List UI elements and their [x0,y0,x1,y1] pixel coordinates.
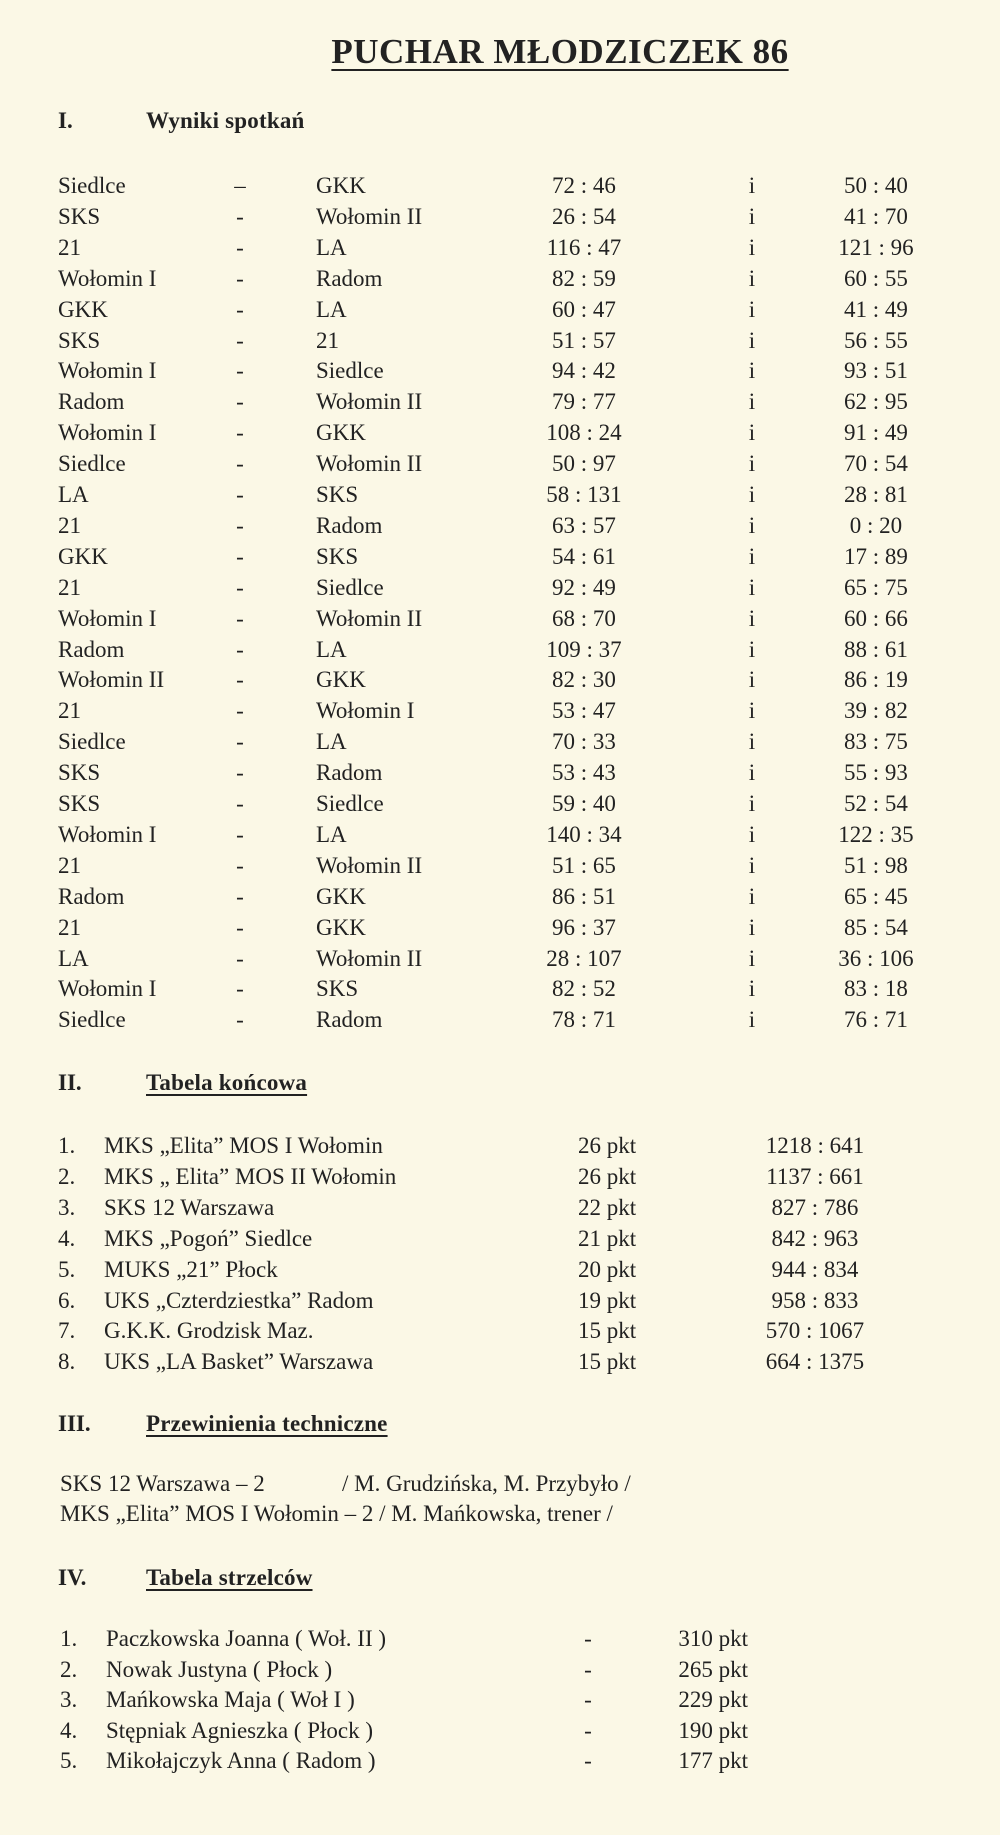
away-team: Radom [316,760,383,786]
conjunction-i: i [748,791,756,816]
second-match-score: 65 : 75 [844,574,908,600]
points: 265 pkt [678,1656,748,1682]
points: 190 pkt [678,1717,748,1743]
points: 229 pkt [678,1687,748,1712]
result-row [0,541,1000,572]
basket-balance: 827 : 786 [771,1194,859,1220]
second-match-score: 83 : 75 [844,729,908,755]
first-match-score: 82 : 52 [552,976,616,1002]
away-team: SKS [316,543,359,569]
first-match-score: 58 : 131 [546,482,622,507]
home-team: 21 [58,512,81,538]
second-match-score: 60 : 55 [844,265,908,291]
second-match-score: 85 : 54 [844,914,908,940]
first-match-score: 60 : 47 [552,296,616,322]
conjunction-i: i [748,482,756,507]
first-match-score: 86 : 51 [552,883,616,909]
first-match-score: 72 : 46 [552,173,616,198]
second-match-score: 28 : 81 [844,482,908,507]
section-title: Przewinienia techniczne [146,1411,388,1436]
basket-balance: 1137 : 661 [766,1163,864,1189]
team-name: MKS „Elita” MOS I Wołomin [104,1133,383,1158]
standings-row [0,1254,1000,1285]
away-team: Wołomin II [316,605,423,631]
conjunction-i: i [748,296,756,322]
result-row [0,201,1000,232]
rank: 8. [58,1349,76,1375]
away-team: Radom [316,512,383,538]
points: 19 pkt [578,1287,637,1313]
conjunction-i: i [748,945,756,971]
result-row [0,572,1000,603]
conjunction-i: i [748,636,756,662]
first-match-score: 116 : 47 [546,234,622,260]
away-team: Wołomin I [316,698,415,724]
player-name: Stępniak Agnieszka ( Płock ) [106,1717,374,1743]
home-team: GKK [58,296,108,322]
conjunction-i: i [748,667,756,693]
standings-row [0,1223,1000,1254]
second-match-score: 41 : 70 [844,203,908,229]
team-name: MKS „ Elita” MOS II Wołomin [104,1163,397,1189]
first-match-score: 92 : 49 [552,574,616,600]
separator-dash: - [236,389,244,415]
separator-dash: - [236,358,244,384]
away-team: 21 [316,327,339,353]
basket-balance: 944 : 834 [771,1256,859,1282]
separator-dash: - [584,1748,592,1773]
conjunction-i: i [748,852,756,878]
home-team: LA [58,945,89,971]
separator-dash: - [584,1687,592,1712]
separator-dash: - [236,760,244,786]
result-row [0,850,1000,881]
separator-dash: - [236,883,244,909]
separator-dash: - [584,1717,592,1743]
team-name: MKS „Pogoń” Siedlce [104,1225,313,1251]
second-match-score: 36 : 106 [838,945,914,971]
points: 22 pkt [578,1194,637,1220]
second-match-score: 83 : 18 [844,976,908,1002]
home-team: SKS [58,760,101,786]
result-row [0,325,1000,356]
home-team: 21 [58,574,81,600]
home-team: Radom [58,389,125,415]
home-team: SKS [58,791,101,816]
rank: 5. [58,1256,76,1282]
home-team: Siedlce [58,451,126,477]
standings-row [0,1346,1000,1377]
first-match-score: 51 : 65 [552,852,616,878]
team-name: UKS „LA Basket” Warszawa [104,1349,374,1375]
conjunction-i: i [748,420,756,446]
second-match-score: 93 : 51 [844,358,908,384]
separator-dash: - [236,296,244,322]
separator-dash: - [236,451,244,477]
result-row [0,263,1000,294]
team-name: UKS „Czterdziestka” Radom [104,1287,374,1313]
separator-dash: - [236,327,244,353]
conjunction-i: i [748,389,756,415]
first-match-score: 53 : 47 [552,698,616,724]
points: 21 pkt [578,1225,637,1251]
rank: 4. [58,1225,76,1251]
separator-dash: - [584,1656,592,1682]
first-match-score: 140 : 34 [546,821,622,847]
result-row [0,510,1000,541]
away-team: Radom [316,265,383,291]
scorer-row [0,1745,1000,1776]
document-title-text: PUCHAR MŁODZICZEK 86 [331,32,789,71]
section-number: II. [58,1070,82,1095]
result-row [0,912,1000,943]
separator-dash: - [236,791,244,816]
separator-dash: - [236,265,244,291]
first-match-score: 28 : 107 [546,945,622,971]
second-match-score: 0 : 20 [849,512,903,538]
result-row [0,355,1000,386]
separator-dash: - [236,821,244,847]
separator-dash: - [236,852,244,878]
rank: 7. [58,1318,76,1344]
home-team: GKK [58,543,108,569]
result-row [0,479,1000,510]
standings-row [0,1130,1000,1161]
conjunction-i: i [748,543,756,569]
second-match-score: 86 : 19 [844,667,908,693]
away-team: LA [316,821,347,847]
first-match-score: 82 : 59 [552,265,616,291]
first-match-score: 78 : 71 [552,1007,616,1033]
home-team: Wołomin I [58,358,157,384]
away-team: Wołomin II [316,389,423,415]
basket-balance: 570 : 1067 [765,1318,865,1344]
result-row [0,170,1000,201]
result-row [0,294,1000,325]
second-match-score: 122 : 35 [838,821,914,847]
conjunction-i: i [748,1007,756,1033]
basket-balance: 842 : 963 [771,1225,859,1251]
first-match-score: 70 : 33 [552,729,616,755]
home-team: 21 [58,852,81,878]
conjunction-i: i [748,203,756,229]
conjunction-i: i [748,265,756,291]
section-table-heading [58,1070,307,1096]
result-row [0,943,1000,974]
conjunction-i: i [748,698,756,724]
home-team: Radom [58,636,125,662]
result-row [0,448,1000,479]
away-team: LA [316,729,347,755]
home-team: Wołomin II [58,667,165,693]
home-team: 21 [58,914,81,940]
scorer-row [0,1654,1000,1685]
conjunction-i: i [748,976,756,1002]
conjunction-i: i [748,914,756,940]
away-team: Siedlce [316,358,384,384]
conjunction-i: i [748,574,756,600]
first-match-score: 68 : 70 [552,605,616,631]
home-team: Wołomin I [58,265,157,291]
standings-row [0,1161,1000,1192]
away-team: Wołomin II [316,852,423,878]
separator-dash: - [236,636,244,662]
first-match-score: 50 : 97 [552,451,616,477]
home-team: 21 [58,698,81,724]
conjunction-i: i [748,327,756,353]
second-match-score: 60 : 66 [844,605,908,631]
section-number: I. [58,108,73,133]
separator-dash: - [236,574,244,600]
section-title: Tabela strzelców [146,1565,313,1590]
result-row [0,757,1000,788]
home-team: LA [58,482,89,507]
rank: 3. [60,1687,78,1712]
home-team: Siedlce [58,173,126,198]
section-fouls-heading [58,1411,388,1437]
player-name: Nowak Justyna ( Płock ) [106,1656,333,1682]
second-match-score: 51 : 98 [844,852,908,878]
first-match-score: 54 : 61 [552,543,616,569]
team-name: SKS 12 Warszawa [104,1194,275,1220]
document-title [0,32,1000,72]
away-team: LA [316,296,347,322]
points: 15 pkt [578,1349,637,1375]
away-team: LA [316,636,347,662]
second-match-score: 55 : 93 [844,760,908,786]
foul-persons: / M. Grudzińska, M. Przybyło / [342,1471,631,1496]
first-match-score: 96 : 37 [552,914,616,940]
first-match-score: 79 : 77 [552,389,616,415]
away-team: SKS [316,482,359,507]
conjunction-i: i [748,451,756,477]
result-row [0,386,1000,417]
first-match-score: 94 : 42 [552,358,616,384]
conjunction-i: i [748,760,756,786]
away-team: Siedlce [316,791,384,816]
section-results-heading [58,108,305,134]
section-number: IV. [58,1565,87,1590]
conjunction-i: i [748,605,756,631]
separator-dash: - [584,1626,592,1651]
away-team: Wołomin II [316,451,423,477]
standings-row [0,1285,1000,1316]
conjunction-i: i [748,821,756,847]
second-match-score: 91 : 49 [844,420,908,446]
foul-persons: / M. Mańkowska, trener / [379,1501,613,1526]
separator-dash: - [236,1007,244,1033]
result-row [0,726,1000,757]
basket-balance: 958 : 833 [771,1287,859,1313]
separator-dash: - [236,234,244,260]
result-row [0,819,1000,850]
home-team: Wołomin I [58,976,157,1002]
result-row [0,634,1000,665]
separator-dash: - [236,512,244,538]
home-team: Wołomin I [58,420,157,446]
home-team: Radom [58,883,125,909]
basket-balance: 664 : 1375 [765,1349,865,1375]
separator-dash: - [236,698,244,724]
separator-dash: - [236,945,244,971]
first-match-score: 108 : 24 [546,420,622,446]
away-team: GKK [316,667,366,693]
rank: 2. [60,1656,78,1682]
separator-dash: - [236,729,244,755]
rank: 6. [58,1287,76,1313]
rank: 4. [60,1717,78,1743]
second-match-score: 17 : 89 [844,543,908,569]
result-row [0,1004,1000,1035]
conjunction-i: i [748,512,756,538]
basket-balance: 1218 : 641 [765,1133,865,1158]
second-match-score: 50 : 40 [844,173,908,198]
foul-team: MKS „Elita” MOS I Wołomin – 2 [60,1501,374,1526]
home-team: Wołomin I [58,605,157,631]
second-match-score: 39 : 82 [844,698,908,724]
first-match-score: 63 : 57 [552,512,616,538]
away-team: GKK [316,420,366,446]
second-match-score: 41 : 49 [844,296,908,322]
home-team: Siedlce [58,729,126,755]
conjunction-i: i [748,358,756,384]
separator-dash: - [236,420,244,446]
home-team: SKS [58,203,101,229]
away-team: GKK [316,883,366,909]
away-team: GKK [316,914,366,940]
first-match-score: 26 : 54 [552,203,616,229]
first-match-score: 53 : 43 [552,760,616,786]
first-match-score: 109 : 37 [546,636,622,662]
separator-dash: - [236,976,244,1002]
result-row [0,232,1000,263]
separator-dash: - [236,543,244,569]
separator-dash: – [234,173,246,198]
second-match-score: 76 : 71 [844,1007,908,1033]
separator-dash: - [236,914,244,940]
result-row [0,788,1000,819]
points: 177 pkt [678,1748,748,1773]
points: 310 pkt [678,1626,748,1651]
scorer-row [0,1684,1000,1715]
away-team: Radom [316,1007,383,1033]
home-team: SKS [58,327,101,353]
section-number: III. [58,1411,91,1436]
result-row [0,417,1000,448]
away-team: LA [316,234,347,260]
team-name: MUKS „21” Płock [104,1256,278,1282]
first-match-score: 51 : 57 [552,327,616,353]
result-row [0,603,1000,634]
scorer-row [0,1623,1000,1654]
home-team: Siedlce [58,1007,126,1033]
foul-row [60,1498,960,1529]
section-scorers-heading [58,1565,313,1591]
separator-dash: - [236,605,244,631]
result-row [0,973,1000,1004]
second-match-score: 62 : 95 [844,389,908,415]
standings-row [0,1315,1000,1346]
points: 15 pkt [578,1318,637,1344]
foul-row [60,1468,960,1499]
scorer-row [0,1715,1000,1746]
player-name: Mikołajczyk Anna ( Radom ) [106,1748,376,1773]
result-row [0,881,1000,912]
player-name: Mańkowska Maja ( Woł I ) [106,1687,355,1712]
second-match-score: 70 : 54 [844,451,908,477]
second-match-score: 56 : 55 [844,327,908,353]
separator-dash: - [236,203,244,229]
first-match-score: 59 : 40 [552,791,616,816]
home-team: 21 [58,234,81,260]
rank: 1. [58,1133,76,1158]
points: 26 pkt [578,1163,637,1189]
result-row [0,664,1000,695]
section-title: Tabela końcowa [146,1070,308,1095]
rank: 2. [58,1163,76,1189]
away-team: GKK [316,173,366,198]
rank: 3. [58,1194,76,1220]
second-match-score: 65 : 45 [844,883,908,909]
result-row [0,695,1000,726]
second-match-score: 88 : 61 [844,636,908,662]
first-match-score: 82 : 30 [552,667,616,693]
conjunction-i: i [748,883,756,909]
team-name: G.K.K. Grodzisk Maz. [104,1318,314,1344]
away-team: Siedlce [316,574,384,600]
standings-row [0,1192,1000,1223]
player-name: Paczkowska Joanna ( Woł. II ) [106,1626,387,1651]
home-team: Wołomin I [58,821,157,847]
conjunction-i: i [748,173,756,198]
points: 26 pkt [578,1133,637,1158]
foul-team: SKS 12 Warszawa – 2 [60,1471,265,1496]
second-match-score: 52 : 54 [844,791,908,816]
rank: 5. [60,1748,78,1773]
points: 20 pkt [578,1256,637,1282]
away-team: SKS [316,976,359,1002]
conjunction-i: i [748,234,756,260]
separator-dash: - [236,482,244,507]
away-team: Wołomin II [316,945,423,971]
away-team: Wołomin II [316,203,423,229]
rank: 1. [60,1626,78,1651]
conjunction-i: i [748,729,756,755]
section-title: Wyniki spotkań [146,108,305,133]
separator-dash: - [236,667,244,693]
second-match-score: 121 : 96 [838,234,914,260]
